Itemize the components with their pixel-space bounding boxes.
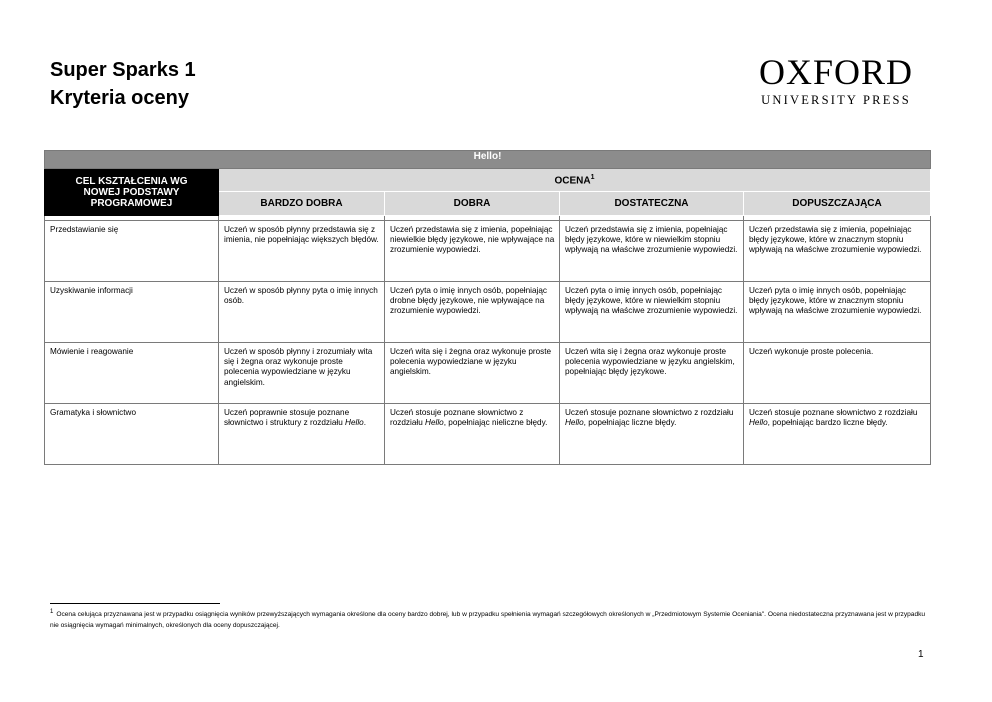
criteria-cell: Uczeń przedstawia się z imienia, popełniając niewielkie błędy językowe, nie wpływające na zrozumienie wypowiedzi. [385, 221, 560, 282]
footnote-text: Ocena celująca przyznawana jest w przypadku osiągnięcia wyników przewyższających wymagania określone dla oceny bardzo dobrej, lub w przypadku spełnienia wymagań szczegółowych określonych w „Przedmiotowym Systemie Oceniania". Ocena niedostateczna przyznawana jest w przypadku nie osiągnięcia wymagań minimalnych, określonych dla oceny dopuszczającej. [50, 611, 926, 629]
criteria-text: Uczeń stosuje poznane słownictwo z rozdziału [565, 408, 734, 417]
grade-header: DOPUSZCZAJĄCA [744, 192, 931, 216]
skill-cell: Przedstawianie się [45, 221, 219, 282]
title-line-2: Kryteria oceny [50, 87, 189, 109]
table-row [45, 282, 931, 343]
ocena-header-row [45, 169, 931, 192]
criteria-text: Uczeń poprawnie stosuje poznane słownictwo i struktury z rozdziału [224, 408, 350, 428]
footnote-mark: 1 [50, 609, 54, 615]
criteria-text: Uczeń stosuje poznane słownictwo z rozdziału [749, 408, 918, 417]
criteria-text-italic: Hello [749, 418, 768, 428]
cel-header: CEL KSZTAŁCENIA WG NOWEJ PODSTAWY PROGRAMOWEJ [45, 169, 219, 216]
criteria-cell [560, 404, 744, 465]
criteria-cell: Uczeń wita się i żegna oraz wykonuje proste polecenia wypowiedziane w języku angielskim, popełniając błędy językowe. [560, 343, 744, 404]
skill-cell: Gramatyka i słownictwo [45, 404, 219, 465]
criteria-cell: Uczeń przedstawia się z imienia, popełniając błędy językowe, które w niewielkim stopniu wpływają na właściwe zrozumienie wypowiedzi. [560, 221, 744, 282]
skill-cell: Uzyskiwanie informacji [45, 282, 219, 343]
criteria-text: , popełniając nieliczne błędy. [443, 418, 548, 428]
criteria-cell: Uczeń wykonuje proste polecenia. [744, 343, 931, 404]
table-row [45, 221, 931, 282]
logo-main-text: OXFORD [758, 52, 914, 92]
grade-header: BARDZO DOBRA [219, 192, 385, 216]
criteria-text-italic: Hello [425, 418, 444, 428]
criteria-text: , popełniając liczne błędy. [583, 418, 677, 428]
assessment-table [44, 150, 931, 465]
ocena-header [219, 169, 931, 192]
criteria-cell [744, 404, 931, 465]
criteria-cell: Uczeń wita się i żegna oraz wykonuje proste polecenia wypowiedziane w języku angielskim. [385, 343, 560, 404]
unit-title: Hello! [45, 151, 931, 169]
criteria-cell: Uczeń pyta o imię innych osób, popełniając błędy językowe, które w niewielkim stopniu wpływają na właściwe zrozumienie wypowiedzi. [560, 282, 744, 343]
criteria-cell: Uczeń w sposób płynny przedstawia się z imienia, nie popełniając większych błędów. [219, 221, 385, 282]
criteria-cell: Uczeń przedstawia się z imienia, popełniając błędy językowe, które w znacznym stopniu wpływają na właściwe zrozumienie wypowiedzi. [744, 221, 931, 282]
grade-header: DOSTATECZNA [560, 192, 744, 216]
title-line-1: Super Sparks 1 [50, 59, 196, 81]
logo-sub-text: UNIVERSITY PRESS [761, 93, 911, 107]
criteria-text: , popełniając bardzo liczne błędy. [767, 418, 888, 428]
criteria-cell [219, 404, 385, 465]
footnote-ref: 1 [590, 173, 595, 181]
criteria-text-italic: Hello [345, 418, 364, 428]
criteria-cell: Uczeń pyta o imię innych osób, popełniając błędy językowe, które w znacznym stopniu wpływają na właściwe zrozumienie wypowiedzi. [744, 282, 931, 343]
table-row [45, 343, 931, 404]
criteria-text-italic: Hello [565, 418, 584, 428]
criteria-cell: Uczeń w sposób płynny i zrozumiały wita się i żegna oraz wykonuje proste polecenia wypowiedziane w języku angielskim. [219, 343, 385, 404]
skill-cell: Mówienie i reagowanie [45, 343, 219, 404]
criteria-cell: Uczeń w sposób płynny pyta o imię innych osób. [219, 282, 385, 343]
criteria-cell: Uczeń pyta o imię innych osób, popełniając drobne błędy językowe, nie wpływające na zrozumienie wypowiedzi. [385, 282, 560, 343]
document-title [50, 56, 450, 112]
criteria-text: . [363, 418, 366, 428]
page-number: 1 [918, 649, 924, 660]
unit-header-row [45, 151, 931, 169]
oxford-logo [745, 54, 927, 108]
footnote [50, 609, 930, 631]
criteria-text: Uczeń stosuje poznane słownictwo z rozdziału [390, 408, 524, 428]
table-row [45, 404, 931, 465]
ocena-label: OCENA [554, 175, 591, 187]
footnote-divider [50, 603, 220, 604]
criteria-cell [385, 404, 560, 465]
grade-header: DOBRA [385, 192, 560, 216]
